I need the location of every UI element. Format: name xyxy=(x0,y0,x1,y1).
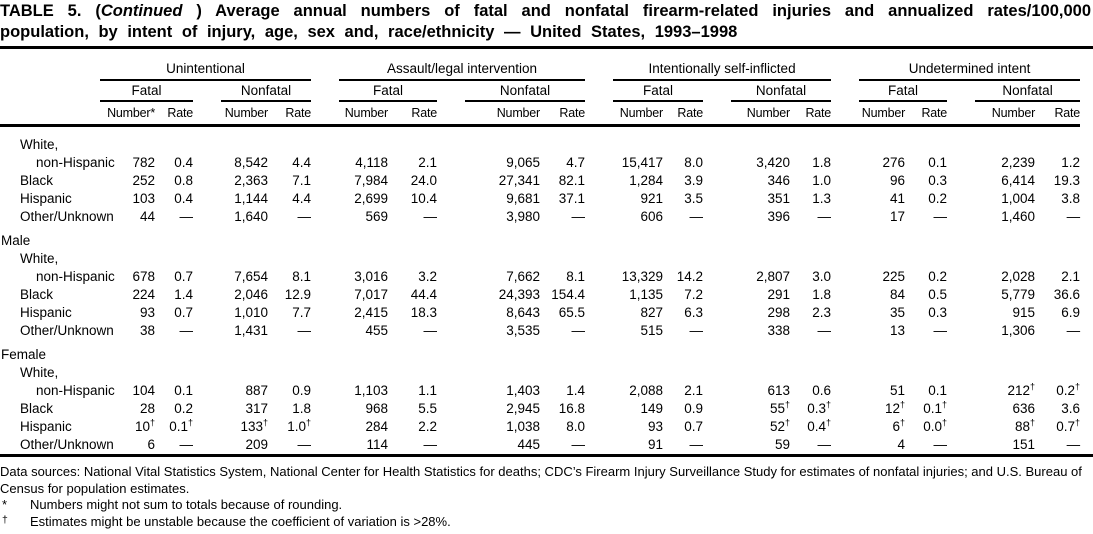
value-cell: 2,699 xyxy=(354,191,388,206)
section-row xyxy=(0,226,1080,250)
value-cell: — xyxy=(179,437,193,452)
value-cell: 82.1 xyxy=(558,173,586,188)
value-cell: 0.9 xyxy=(684,401,704,416)
value-cell: 65.5 xyxy=(558,305,586,320)
dagger-marker: † xyxy=(1030,417,1036,428)
value-cell: 52† xyxy=(769,417,791,434)
col-header: Number xyxy=(311,102,388,126)
value-cell: 1,306 xyxy=(1001,323,1036,338)
value-cell: 291 xyxy=(767,287,791,302)
value-cell: 2.1 xyxy=(418,155,437,170)
value-cell: 0.3 xyxy=(928,305,948,320)
value-cell: 1,038 xyxy=(506,419,540,434)
value-cell: 7,017 xyxy=(354,287,388,302)
table-title-text: ) Average annual numbers of fatal and nonfatal firearm-related injuries and annualized rates/100,000 population, by intent of injury, age, sex and, race/ethnicity — United States, 1993–1998 xyxy=(0,2,1092,41)
table-row xyxy=(0,190,1080,208)
value-cell: 4,118 xyxy=(355,155,388,170)
value-cell: 0.7 xyxy=(174,305,193,320)
value-cell: — xyxy=(297,209,311,224)
value-cell: 7.1 xyxy=(292,173,311,188)
value-cell: 915 xyxy=(1012,305,1036,320)
value-cell: 2,363 xyxy=(234,173,268,188)
value-cell: 921 xyxy=(640,191,664,206)
value-cell: 678 xyxy=(132,269,155,284)
value-cell: 1,403 xyxy=(506,383,540,398)
value-cell: 35 xyxy=(890,305,906,320)
value-cell: — xyxy=(689,323,704,338)
value-cell: 0.2 xyxy=(928,191,948,206)
col-header: Rate xyxy=(388,102,437,126)
value-cell: 55† xyxy=(769,399,791,416)
value-cell: 351 xyxy=(767,191,791,206)
dagger-marker: † xyxy=(826,399,832,410)
value-cell: 0.4 xyxy=(174,191,193,206)
col-header: Number xyxy=(585,102,663,126)
value-cell: — xyxy=(1066,437,1081,452)
value-cell: 0.1† xyxy=(923,399,948,416)
value-cell: 3.2 xyxy=(418,269,437,284)
value-cell: 1.4 xyxy=(174,287,193,302)
subheader-nonfatal: Nonfatal xyxy=(437,81,585,102)
value-cell: 2,088 xyxy=(629,383,664,398)
value-cell: 3,016 xyxy=(354,269,388,284)
dagger-marker: † xyxy=(785,417,791,428)
value-cell: — xyxy=(817,209,832,224)
value-cell: 151 xyxy=(1012,437,1036,452)
subgroup-header-row xyxy=(0,81,1080,102)
table-row xyxy=(0,268,1080,286)
col-header: Rate xyxy=(155,102,193,126)
table-title xyxy=(0,0,1093,46)
value-cell: 27,341 xyxy=(498,173,540,188)
dagger-marker: † xyxy=(942,417,948,428)
value-cell: 5,779 xyxy=(1001,287,1036,302)
value-cell: 0.7 xyxy=(174,269,193,284)
subheader-nonfatal: Nonfatal xyxy=(703,81,831,102)
dagger-marker: † xyxy=(900,417,906,428)
row-label: Black xyxy=(20,287,54,302)
value-cell: — xyxy=(933,323,948,338)
value-cell: 3.0 xyxy=(812,269,832,284)
value-cell: 0.3† xyxy=(807,399,832,416)
value-cell: — xyxy=(933,209,948,224)
value-cell: 12† xyxy=(885,399,906,416)
value-cell: 8.0 xyxy=(566,419,586,434)
value-cell: — xyxy=(571,437,586,452)
table-body xyxy=(0,126,1080,455)
footnotes xyxy=(0,464,1093,530)
dagger-marker: † xyxy=(1075,417,1081,428)
firearm-injury-table xyxy=(0,59,1080,454)
value-cell: 0.6 xyxy=(812,383,832,398)
value-cell: 15,417 xyxy=(621,155,664,170)
table-title-prefix: TABLE 5. ( xyxy=(0,2,101,20)
value-cell: 225 xyxy=(882,269,906,284)
value-cell: 37.1 xyxy=(558,191,586,206)
dagger-marker: † xyxy=(262,417,268,428)
value-cell: 2,046 xyxy=(234,287,268,302)
col-header: Rate xyxy=(268,102,311,126)
subheader-nonfatal: Nonfatal xyxy=(193,81,311,102)
dagger-marker: † xyxy=(1030,381,1036,392)
row-label: Other/Unknown xyxy=(20,323,114,338)
value-cell: 782 xyxy=(132,155,155,170)
row-label: Hispanic xyxy=(20,419,72,434)
value-cell: 2.1 xyxy=(1061,269,1081,284)
dagger-marker: † xyxy=(187,417,193,428)
value-cell: 8.1 xyxy=(566,269,586,284)
value-cell: — xyxy=(297,323,311,338)
value-cell: 284 xyxy=(365,419,388,434)
value-cell: 1.0† xyxy=(287,417,311,434)
value-cell: 24,393 xyxy=(498,287,540,302)
value-cell: 44 xyxy=(139,209,155,224)
value-cell: 2,415 xyxy=(354,305,388,320)
table-row xyxy=(0,382,1080,400)
value-cell: 3.9 xyxy=(684,173,704,188)
value-cell: 8,542 xyxy=(234,155,268,170)
row-label: White, xyxy=(20,137,59,152)
value-cell: 298 xyxy=(767,305,791,320)
value-cell: 16.8 xyxy=(558,401,586,416)
value-cell: 38 xyxy=(139,323,155,338)
row-label: non-Hispanic xyxy=(36,155,115,170)
value-cell: 968 xyxy=(365,401,388,416)
value-cell: 3,980 xyxy=(506,209,540,224)
dagger-marker: † xyxy=(785,399,791,410)
value-cell: — xyxy=(689,437,704,452)
value-cell: 10.4 xyxy=(410,191,437,206)
value-cell: — xyxy=(179,209,193,224)
value-cell: 827 xyxy=(640,305,664,320)
value-cell: — xyxy=(571,323,586,338)
group-header-self-inflicted: Intentionally self-inflicted xyxy=(585,59,831,81)
value-cell: — xyxy=(689,209,704,224)
value-cell: 154.4 xyxy=(551,287,586,302)
value-cell: — xyxy=(571,209,586,224)
value-cell: 6† xyxy=(892,417,906,434)
value-cell: 4.7 xyxy=(566,155,586,170)
footnote-dagger xyxy=(0,514,1093,531)
value-cell: 24.0 xyxy=(410,173,437,188)
col-header: Rate xyxy=(540,102,585,126)
value-cell: 0.4† xyxy=(807,417,832,434)
row-label: White, xyxy=(20,365,59,380)
row-label: Hispanic xyxy=(20,305,72,320)
footnote-asterisk xyxy=(0,497,1093,514)
value-cell: 7,654 xyxy=(234,269,268,284)
value-cell: 0.8 xyxy=(174,173,193,188)
footnote-asterisk-text: Numbers might not sum to totals because of rounding. xyxy=(30,497,343,512)
value-cell: 9,681 xyxy=(506,191,540,206)
value-cell: 1.3 xyxy=(812,191,832,206)
value-cell: 93 xyxy=(139,305,155,320)
label-row xyxy=(0,364,1080,382)
row-label: Black xyxy=(20,173,54,188)
value-cell: 1.8 xyxy=(292,401,311,416)
value-cell: 515 xyxy=(640,323,664,338)
value-cell: 41 xyxy=(890,191,906,206)
value-cell: 0.1† xyxy=(169,417,193,434)
dagger-marker: † xyxy=(942,399,948,410)
value-cell: 2,945 xyxy=(506,401,540,416)
row-label-stub xyxy=(0,81,100,102)
value-cell: 96 xyxy=(890,173,906,188)
row-label: White, xyxy=(20,251,59,266)
row-label: non-Hispanic xyxy=(36,383,115,398)
col-header: Rate xyxy=(790,102,831,126)
value-cell: 209 xyxy=(245,437,268,452)
column-header-row xyxy=(0,102,1080,126)
table-row xyxy=(0,400,1080,418)
value-cell: 1,010 xyxy=(234,305,268,320)
value-cell: 1,460 xyxy=(1001,209,1036,224)
value-cell: 10† xyxy=(134,417,155,434)
value-cell: 103 xyxy=(132,191,155,206)
value-cell: 9,065 xyxy=(506,155,540,170)
value-cell: 346 xyxy=(767,173,791,188)
subheader-fatal: Fatal xyxy=(831,81,947,102)
value-cell: 6.9 xyxy=(1061,305,1081,320)
table-row xyxy=(0,208,1080,226)
group-header-assault: Assault/legal intervention xyxy=(311,59,585,81)
value-cell: 1,284 xyxy=(629,173,664,188)
value-cell: — xyxy=(179,323,193,338)
row-label: Other/Unknown xyxy=(20,209,114,224)
value-cell: 0.7† xyxy=(1056,417,1081,434)
value-cell: 3,535 xyxy=(506,323,540,338)
value-cell: 0.2 xyxy=(928,269,948,284)
subheader-nonfatal: Nonfatal xyxy=(947,81,1080,102)
value-cell: 1,431 xyxy=(234,323,268,338)
dagger-marker: † xyxy=(149,417,155,428)
value-cell: 613 xyxy=(767,383,791,398)
value-cell: 44.4 xyxy=(410,287,437,302)
value-cell: 0.9 xyxy=(292,383,311,398)
row-label-stub xyxy=(0,59,100,81)
value-cell: 1,144 xyxy=(234,191,268,206)
dagger-marker: † xyxy=(2,513,8,526)
value-cell: 636 xyxy=(1012,401,1036,416)
col-header: Rate xyxy=(663,102,703,126)
value-cell: 1.4 xyxy=(566,383,586,398)
value-cell: 317 xyxy=(245,401,268,416)
value-cell: 887 xyxy=(245,383,268,398)
value-cell: 28 xyxy=(139,401,155,416)
value-cell: — xyxy=(1066,323,1081,338)
value-cell: — xyxy=(297,437,311,452)
value-cell: 8,643 xyxy=(506,305,540,320)
value-cell: 3,420 xyxy=(756,155,791,170)
asterisk-marker: * xyxy=(2,497,8,512)
value-cell: 19.3 xyxy=(1053,173,1081,188)
value-cell: 0.2 xyxy=(174,401,193,416)
table-bottom-rule xyxy=(0,454,1093,457)
value-cell: 104 xyxy=(132,383,155,398)
value-cell: 0.3 xyxy=(928,173,948,188)
col-header: Rate xyxy=(905,102,947,126)
col-header: Number xyxy=(437,102,540,126)
table-row xyxy=(0,154,1080,172)
value-cell: 4.4 xyxy=(292,191,311,206)
value-cell: — xyxy=(817,437,832,452)
value-cell: 13 xyxy=(890,323,906,338)
value-cell: 18.3 xyxy=(410,305,437,320)
value-cell: 17 xyxy=(890,209,906,224)
value-cell: 4 xyxy=(897,437,906,452)
value-cell: 51 xyxy=(890,383,906,398)
value-cell: 7,984 xyxy=(354,173,388,188)
value-cell: 2,028 xyxy=(1001,269,1036,284)
col-header: Number xyxy=(193,102,268,126)
value-cell: 0.1 xyxy=(928,155,948,170)
value-cell: 455 xyxy=(365,323,388,338)
value-cell: 1.1 xyxy=(418,383,437,398)
value-cell: 91 xyxy=(648,437,664,452)
value-cell: 2.1 xyxy=(684,383,704,398)
row-label: Other/Unknown xyxy=(20,437,114,452)
group-header-unintentional: Unintentional xyxy=(100,59,311,81)
value-cell: 1,135 xyxy=(629,287,664,302)
label-row xyxy=(0,250,1080,268)
table-row xyxy=(0,322,1080,340)
row-label: Male xyxy=(1,233,31,248)
footnote-data-sources: Data sources: National Vital Statistics System, National Center for Health Statistics for deaths; CDC’s Firearm Injury Surveillance Study for estimates of nonfatal injuries; and U.S. Bureau of Census for population estimates. xyxy=(0,464,1082,496)
value-cell: 1.2 xyxy=(1061,155,1081,170)
value-cell: 0.1 xyxy=(174,383,193,398)
value-cell: 7,662 xyxy=(506,269,540,284)
value-cell: 1,103 xyxy=(354,383,388,398)
subheader-fatal: Fatal xyxy=(100,81,193,102)
value-cell: 2,239 xyxy=(1001,155,1036,170)
value-cell: 13,329 xyxy=(621,269,664,284)
row-label: Female xyxy=(1,347,47,362)
value-cell: 0.7 xyxy=(684,419,704,434)
value-cell: 4.4 xyxy=(292,155,311,170)
subheader-fatal: Fatal xyxy=(311,81,437,102)
value-cell: 6.3 xyxy=(684,305,704,320)
value-cell: 7.2 xyxy=(684,287,704,302)
row-label-stub xyxy=(0,102,100,126)
value-cell: 0.0† xyxy=(923,417,948,434)
value-cell: 1.8 xyxy=(812,155,832,170)
footnote-dagger-text: Estimates might be unstable because the coefficient of variation is >28%. xyxy=(30,513,451,529)
value-cell: 6,414 xyxy=(1001,173,1036,188)
row-label: Black xyxy=(20,401,54,416)
value-cell: 224 xyxy=(132,287,155,302)
value-cell: 2.3 xyxy=(812,305,832,320)
table-title-continued: Continued xyxy=(100,2,183,20)
table-row xyxy=(0,286,1080,304)
value-cell: — xyxy=(817,323,832,338)
col-header: Number xyxy=(703,102,790,126)
value-cell: 2.2 xyxy=(418,419,437,434)
col-header: Number xyxy=(947,102,1035,126)
dagger-marker: † xyxy=(900,399,906,410)
value-cell: 3.6 xyxy=(1061,401,1081,416)
col-header: Number* xyxy=(100,102,155,126)
value-cell: 5.5 xyxy=(418,401,437,416)
value-cell: 7.7 xyxy=(292,305,311,320)
value-cell: 93 xyxy=(648,419,664,434)
dagger-marker: † xyxy=(305,417,311,428)
value-cell: 396 xyxy=(767,209,791,224)
row-label: Hispanic xyxy=(20,191,72,206)
value-cell: 1,004 xyxy=(1001,191,1036,206)
value-cell: 14.2 xyxy=(676,269,704,284)
value-cell: 88† xyxy=(1015,417,1036,434)
value-cell: 133† xyxy=(240,417,268,434)
value-cell: 252 xyxy=(132,173,155,188)
subheader-fatal: Fatal xyxy=(585,81,703,102)
value-cell: — xyxy=(1066,209,1081,224)
value-cell: 59 xyxy=(775,437,791,452)
value-cell: — xyxy=(423,323,437,338)
value-cell: 84 xyxy=(890,287,906,302)
value-cell: 606 xyxy=(640,209,664,224)
value-cell: — xyxy=(933,437,948,452)
value-cell: 1.0 xyxy=(812,173,832,188)
table-row xyxy=(0,436,1080,454)
value-cell: 569 xyxy=(365,209,388,224)
value-cell: 0.4 xyxy=(174,155,193,170)
value-cell: 6 xyxy=(147,437,155,452)
value-cell: 36.6 xyxy=(1053,287,1081,302)
value-cell: 3.8 xyxy=(1061,191,1081,206)
value-cell: 2,807 xyxy=(756,269,791,284)
value-cell: 276 xyxy=(882,155,906,170)
label-row xyxy=(0,126,1080,155)
value-cell: 338 xyxy=(767,323,791,338)
value-cell: — xyxy=(423,209,437,224)
value-cell: 0.5 xyxy=(928,287,948,302)
value-cell: 445 xyxy=(517,437,540,452)
group-header-undetermined: Undetermined intent xyxy=(831,59,1080,81)
value-cell: 212† xyxy=(1007,381,1036,398)
value-cell: — xyxy=(423,437,437,452)
value-cell: 149 xyxy=(640,401,664,416)
value-cell: 0.1 xyxy=(928,383,948,398)
title-rule xyxy=(0,46,1093,49)
value-cell: 8.1 xyxy=(292,269,311,284)
value-cell: 1.8 xyxy=(812,287,832,302)
group-header-row xyxy=(0,59,1080,81)
table-row xyxy=(0,418,1080,436)
table-row xyxy=(0,172,1080,190)
col-header: Number xyxy=(831,102,905,126)
dagger-marker: † xyxy=(826,417,832,428)
col-header: Rate xyxy=(1035,102,1080,126)
value-cell: 3.5 xyxy=(684,191,704,206)
row-label: non-Hispanic xyxy=(36,269,115,284)
dagger-marker: † xyxy=(1075,381,1081,392)
value-cell: 1,640 xyxy=(234,209,268,224)
value-cell: 8.0 xyxy=(684,155,704,170)
value-cell: 0.2† xyxy=(1056,381,1081,398)
value-cell: 114 xyxy=(366,437,388,452)
value-cell: 12.9 xyxy=(284,287,311,302)
table-row xyxy=(0,304,1080,322)
section-row xyxy=(0,340,1080,364)
